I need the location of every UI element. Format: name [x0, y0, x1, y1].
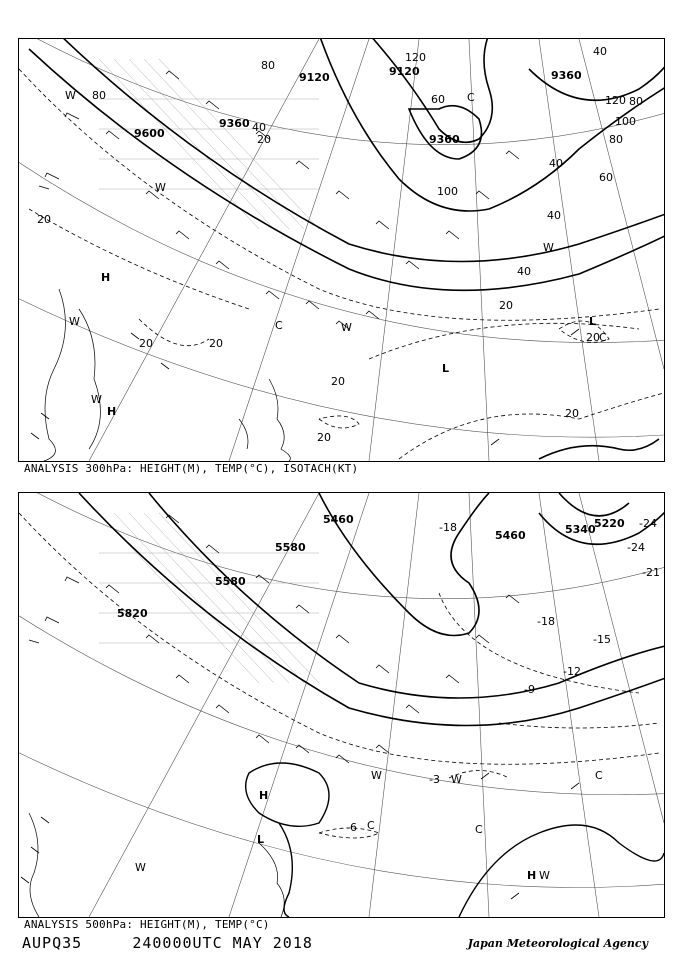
warm-center: W [371, 769, 382, 782]
warm-center: W [65, 89, 76, 102]
warm-center: W [543, 241, 554, 254]
isotach-label: 20 [586, 331, 600, 344]
isotachs [19, 69, 664, 459]
isotach-label: 40 [517, 265, 531, 278]
height-label: 5340 [565, 523, 596, 536]
temp-label: -18 [537, 615, 555, 628]
isotach-label: 120 [605, 94, 626, 107]
isotach-label: 80 [261, 59, 275, 72]
warm-center: W [155, 181, 166, 194]
height-label: 9120 [299, 71, 330, 84]
temp-label: -3 [429, 773, 440, 786]
wind-hatch [99, 59, 319, 229]
isotach-label: 20 [209, 337, 223, 350]
high-center: H [101, 271, 111, 284]
cold-center: C [475, 823, 483, 836]
height-label: 5580 [215, 575, 246, 588]
wind-barbs [31, 71, 579, 445]
isotach-label: 40 [547, 209, 561, 222]
isotach-label: 100 [615, 115, 636, 128]
isotach-label: 20 [565, 407, 579, 420]
zero-contours [246, 763, 664, 917]
isotach-label: 20 [317, 431, 331, 444]
product-id: AUPQ35 [22, 934, 83, 952]
wind-barbs [21, 515, 579, 899]
high-center: H [527, 869, 537, 882]
isotach-label: 60 [599, 171, 613, 184]
temp-label: -24 [627, 541, 645, 554]
pressure-center-group [135, 769, 603, 882]
height-label: 5220 [594, 517, 625, 530]
isotach-label: 80 [92, 89, 106, 102]
cold-center: C [467, 91, 475, 104]
graticule [19, 39, 664, 461]
temp-label: -15 [593, 633, 611, 646]
temp-label: -24 [639, 517, 657, 530]
height-label-group [134, 65, 582, 146]
low-center: L [442, 362, 450, 375]
height-label: 5820 [117, 607, 148, 620]
coastline [44, 289, 290, 461]
height-label: 9360 [219, 117, 250, 130]
temp-label-group [346, 517, 660, 834]
isotach-label: 100 [437, 185, 458, 198]
isotach-label: 40 [252, 121, 266, 134]
isotach-label: 80 [609, 133, 623, 146]
temp-label: -6 [346, 821, 357, 834]
height-label: 5460 [495, 529, 526, 542]
graticule [19, 493, 664, 917]
low-center: L [257, 833, 265, 846]
temp-label: -21 [642, 566, 660, 579]
temp-label: -12 [563, 665, 581, 678]
height-label: 9360 [429, 133, 460, 146]
temp-label: -18 [439, 521, 457, 534]
warm-center: W [91, 393, 102, 406]
caption-500hpa: ANALYSIS 500hPa: HEIGHT(M), TEMP(°C) [24, 918, 270, 931]
temp-label: -9 [524, 683, 535, 696]
height-label: 9600 [134, 127, 165, 140]
isotach-label: 80 [629, 95, 643, 108]
jet-contour [539, 439, 659, 459]
cold-center: C [595, 769, 603, 782]
warm-center: W [451, 773, 462, 786]
chart-500hpa [19, 493, 664, 917]
isotach-label: 120 [405, 51, 426, 64]
cold-center: C [367, 819, 375, 832]
isotach-label: 20 [499, 299, 513, 312]
height-label: 5460 [323, 513, 354, 526]
isotach-label: 40 [593, 45, 607, 58]
wind-hatch [99, 513, 319, 683]
warm-center: W [135, 861, 146, 874]
height-label: 9120 [389, 65, 420, 78]
high-center: H [107, 405, 117, 418]
valid-time: 240000UTC MAY 2018 [132, 934, 313, 952]
cold-center: C [599, 331, 607, 344]
agency-name: Japan Meteorological Agency [467, 937, 648, 950]
caption-300hpa: ANALYSIS 300hPa: HEIGHT(M), TEMP(°C), ISOTACH(KT) [24, 462, 359, 475]
isotach-label: 40 [549, 157, 563, 170]
isotach-label: 20 [37, 213, 51, 226]
isotach-label: 20 [257, 133, 271, 146]
height-label: 5580 [275, 541, 306, 554]
warm-center: W [341, 321, 352, 334]
warm-center: W [539, 869, 550, 882]
warm-center: W [69, 315, 80, 328]
cold-center: C [275, 319, 283, 332]
high-center: H [259, 789, 269, 802]
product-footer [22, 934, 313, 952]
height-label: 9360 [551, 69, 582, 82]
isotach-label: 60 [431, 93, 445, 106]
low-center: L [589, 315, 597, 328]
isotach-label: 20 [331, 375, 345, 388]
map-panel-500hpa [18, 492, 665, 918]
map-panel-300hpa [18, 38, 665, 462]
height-label-group [117, 513, 625, 620]
isotach-label: 20 [139, 337, 153, 350]
chart-300hpa [19, 39, 664, 461]
